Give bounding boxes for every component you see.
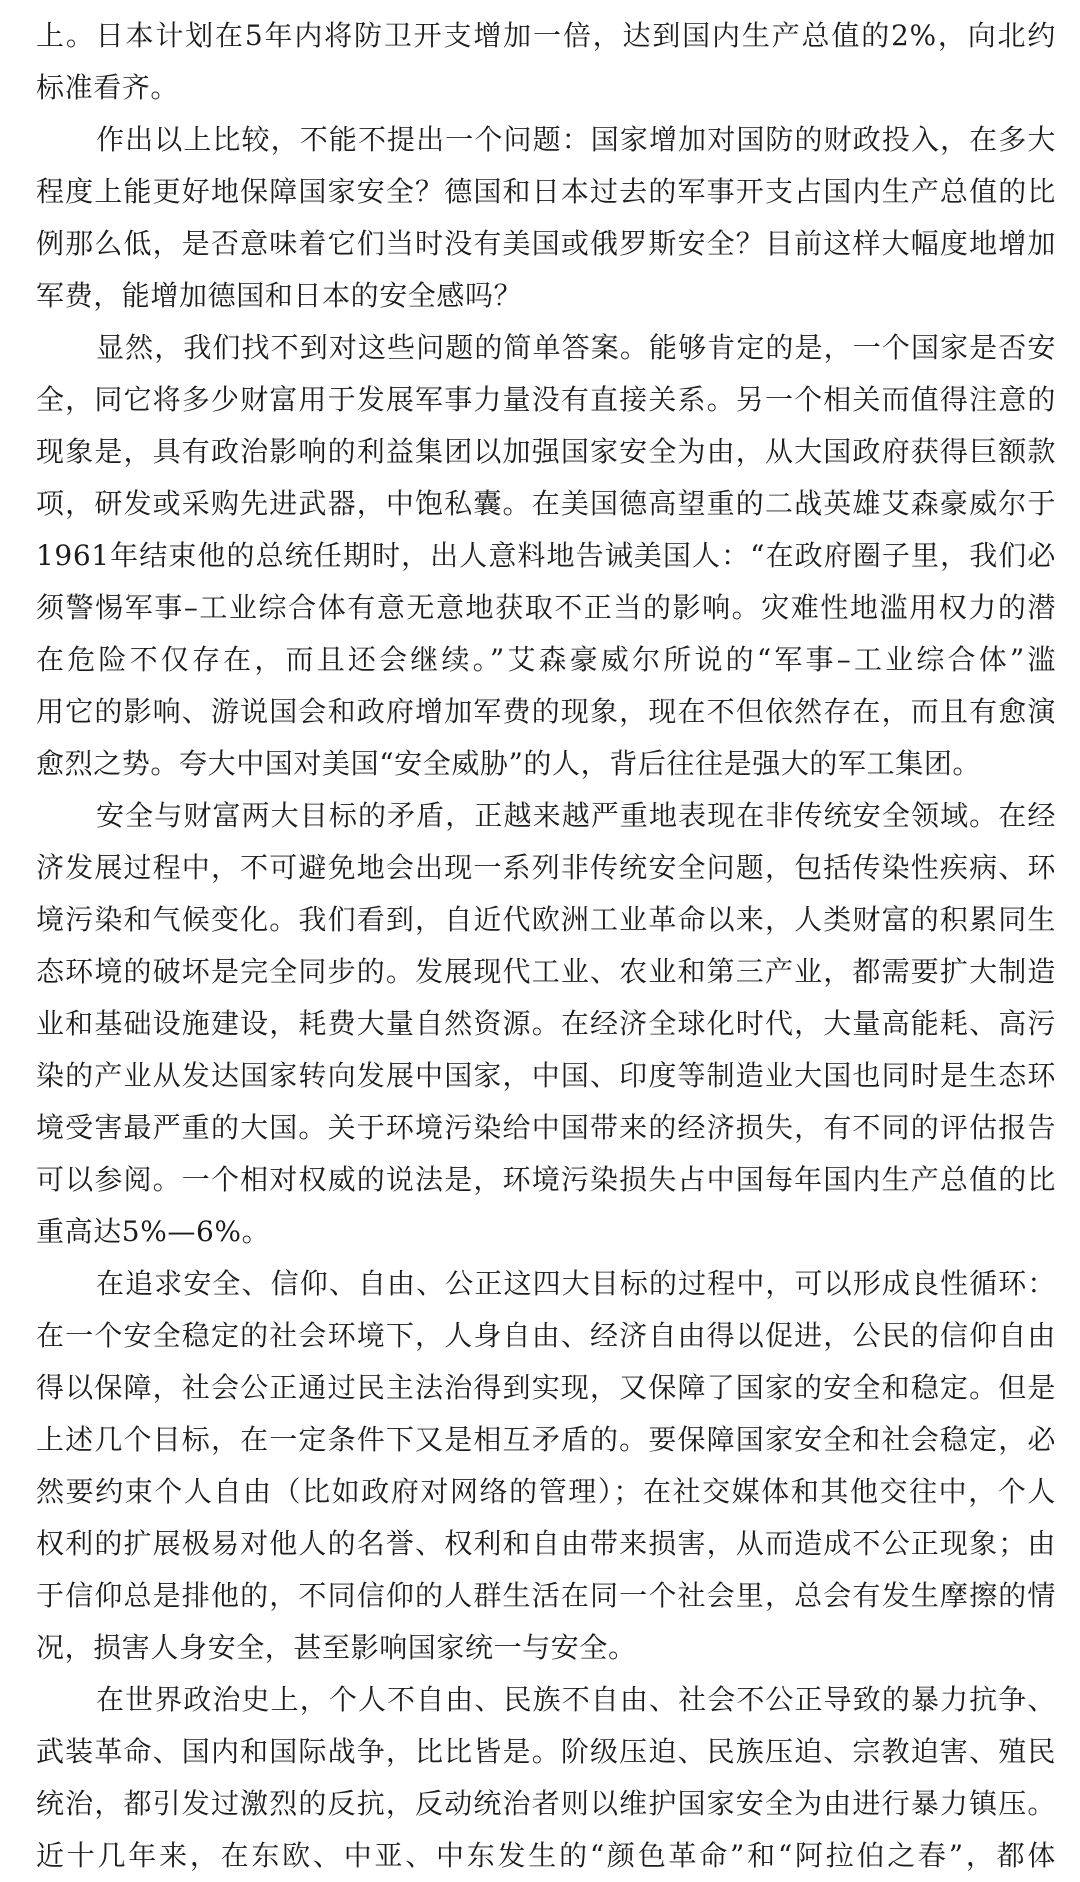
paragraph-first-line: 安全与财富两大目标的矛盾，正越来越严重地表现在非传统安全领域。在经 xyxy=(96,799,1056,832)
text-line: 近十几年来，在东欧、中亚、中东发生的“颜色革命”和“阿拉伯之春”，都体 xyxy=(36,1839,1056,1872)
text-line: 重高达5%—6%。 xyxy=(36,1215,271,1248)
text-line: 用它的影响、游说国会和政府增加军费的现象，现在不但依然存在，而且有愈演 xyxy=(36,695,1056,728)
text-line: 可以参阅。一个相对权威的说法是，环境污染损失占中国每年国内生产总值的比 xyxy=(36,1163,1056,1196)
text-line: 程度上能更好地保障国家安全？德国和日本过去的军事开支占国内生产总值的比 xyxy=(36,175,1056,208)
paragraph-first-line: 在世界政治史上，个人不自由、民族不自由、社会不公正导致的暴力抗争、 xyxy=(96,1683,1056,1716)
text-line: 1961年结束他的总统任期时，出人意料地告诫美国人：“在政府圈子里，我们必 xyxy=(36,539,1056,572)
text-line: 例那么低，是否意味着它们当时没有美国或俄罗斯安全？目前这样大幅度地增加 xyxy=(36,227,1056,260)
text-line: 军费，能增加德国和日本的安全感吗？ xyxy=(36,279,523,312)
text-line: 境污染和气候变化。我们看到，自近代欧洲工业革命以来，人类财富的积累同生 xyxy=(36,903,1056,936)
text-line: 愈烈之势。夸大中国对美国“安全威胁”的人，背后往往是强大的军工集团。 xyxy=(36,747,982,780)
text-line: 况，损害人身安全，甚至影响国家统一与安全。 xyxy=(36,1631,637,1664)
text-line: 染的产业从发达国家转向发展中国家，中国、印度等制造业大国也同时是生态环 xyxy=(36,1059,1056,1092)
text-line: 权利的扩展极易对他人的名誉、权利和自由带来损害，从而造成不公正现象；由 xyxy=(36,1527,1056,1560)
text-line: 然要约束个人自由（比如政府对网络的管理）；在社交媒体和其他交往中，个人 xyxy=(36,1475,1056,1508)
text-line: 在危险不仅存在，而且还会继续。”艾森豪威尔所说的“军事–工业综合体”滥 xyxy=(36,643,1056,676)
document-page xyxy=(36,10,1056,1882)
text-line: 在一个安全稳定的社会环境下，人身自由、经济自由得以促进，公民的信仰自由 xyxy=(36,1319,1056,1352)
paragraph-first-line: 作出以上比较，不能不提出一个问题：国家增加对国防的财政投入，在多大 xyxy=(96,123,1056,156)
text-line: 境受害最严重的大国。关于环境污染给中国带来的经济损失，有不同的评估报告 xyxy=(36,1111,1056,1144)
text-line: 统治，都引发过激烈的反抗，反动统治者则以维护国家安全为由进行暴力镇压。 xyxy=(36,1787,1056,1820)
text-line: 须警惕军事–工业综合体有意无意地获取不正当的影响。灾难性地滥用权力的潜 xyxy=(36,591,1056,624)
text-line: 态环境的破坏是完全同步的。发展现代工业、农业和第三产业，都需要扩大制造 xyxy=(36,955,1056,988)
text-line: 得以保障，社会公正通过民主法治得到实现，又保障了国家的安全和稳定。但是 xyxy=(36,1371,1056,1404)
text-line: 标准看齐。 xyxy=(36,71,180,104)
text-line: 业和基础设施建设，耗费大量自然资源。在经济全球化时代，大量高能耗、高污 xyxy=(36,1007,1056,1040)
text-line: 现象是，具有政治影响的利益集团以加强国家安全为由，从大国政府获得巨额款 xyxy=(36,435,1056,468)
text-line: 上述几个目标，在一定条件下又是相互矛盾的。要保障国家安全和社会稳定，必 xyxy=(36,1423,1056,1456)
paragraph-first-line: 在追求安全、信仰、自由、公正这四大目标的过程中，可以形成良性循环： xyxy=(96,1267,1056,1300)
text-line: 武装革命、国内和国际战争，比比皆是。阶级压迫、民族压迫、宗教迫害、殖民 xyxy=(36,1735,1056,1768)
paragraph-first-line: 显然，我们找不到对这些问题的简单答案。能够肯定的是，一个国家是否安 xyxy=(96,331,1056,364)
text-line: 于信仰总是排他的，不同信仰的人群生活在同一个社会里，总会有发生摩擦的情 xyxy=(36,1579,1056,1612)
text-line: 上。日本计划在5年内将防卫开支增加一倍，达到国内生产总值的2%，向北约 xyxy=(36,19,1056,52)
text-line: 全，同它将多少财富用于发展军事力量没有直接关系。另一个相关而值得注意的 xyxy=(36,383,1056,416)
text-line: 项，研发或采购先进武器，中饱私囊。在美国德高望重的二战英雄艾森豪威尔于 xyxy=(36,487,1056,520)
text-line: 济发展过程中，不可避免地会出现一系列非传统安全问题，包括传染性疾病、环 xyxy=(36,851,1056,884)
